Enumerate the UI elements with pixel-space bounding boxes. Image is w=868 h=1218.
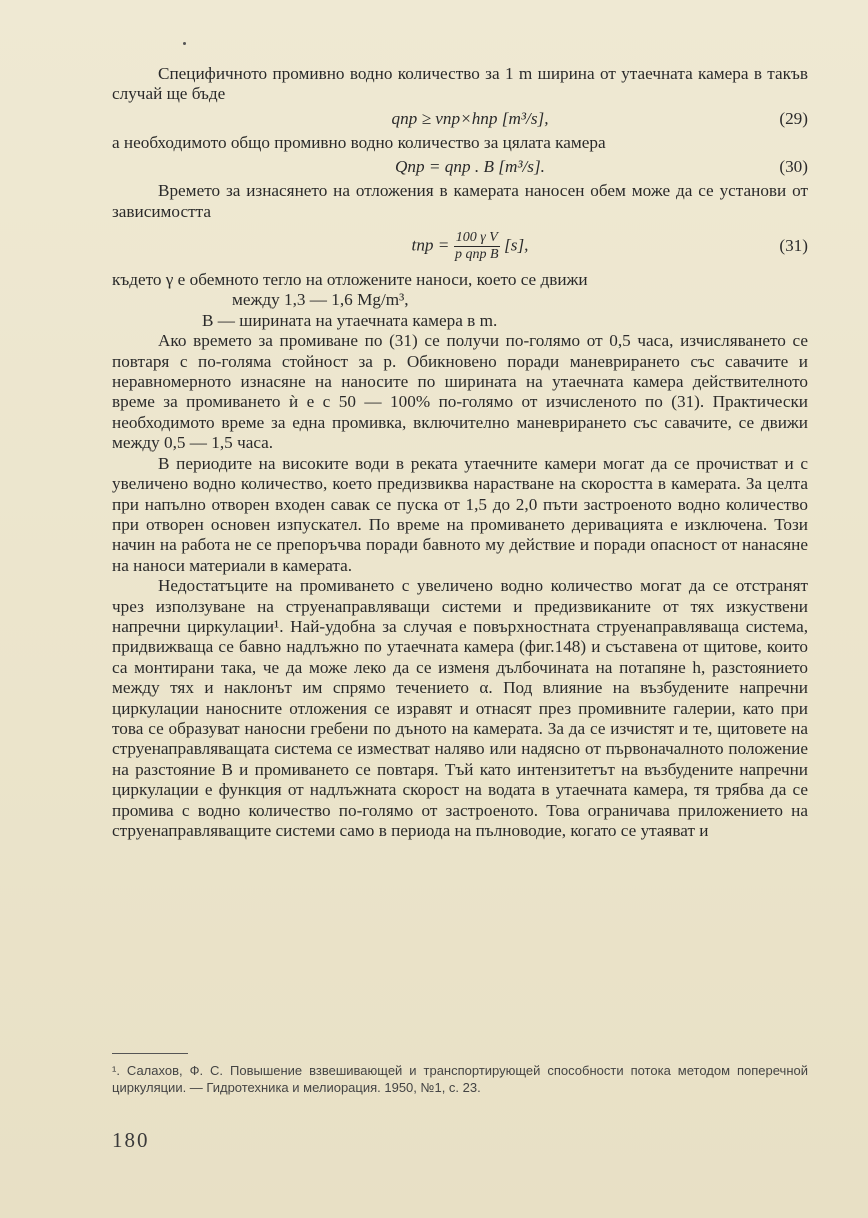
equation-31-lhs: tпр = xyxy=(411,234,450,254)
footnote: ¹. Салахов, Ф. С. Повышение взвешивающей и транспортирующей способности потока методом поперечной циркуляции. — Гидротехника и мелиорация. 1950, №1, с. 23. xyxy=(112,1063,808,1095)
paragraph-7: Недостатъците на промиването с увеличено водно количество могат да се отстранят чрез използуване на струенаправляващи системи и предизвиканите от тях изкуствени напречни циркулации¹. Най-удобна за случая е повърхностната струенаправляваща система, придвижваща се бавно надлъжно по утаечната камера (фиг.148) и съставена от щитове, които са монтирани така, че да може леко да се изменя дълбочината на потапяне h, разстоянието между тях и наклонът им спрямо течението α. Под влияние на възбудените напречни циркулации наносните отложения се изравят и отнасят през промивните галерии, като при това се образуват наносни гребени по дъното на камерата. За да се изчистят и те, щитовете на струенаправляващата система се изместват наляво или надясно от първоначалното положение на разстояние B и промиването се повтаря. Тъй като интензитетът на възбудените напречни циркулации е функция от надлъжната скорост на водата в утаечната камера, тя трябва да се промива с водно количество по-голямо от застроеното. Това ограничава приложението на струенаправляващите системи само в периода на пълноводие, когато се утаяват и xyxy=(112,576,808,840)
equation-31-unit: [s], xyxy=(504,234,529,254)
equation-29-number: (29) xyxy=(779,108,808,128)
equation-31-number: (31) xyxy=(779,235,808,255)
equation-29 xyxy=(112,107,808,131)
equation-30-formula: Qпр = qпр . B [m³/s]. xyxy=(395,157,545,177)
speck xyxy=(183,42,186,45)
page-number: 180 xyxy=(112,1128,150,1152)
equation-30 xyxy=(112,155,808,179)
paragraph-2: а необходимото общо промивно водно количество за цялата камера xyxy=(112,132,606,152)
paragraph-6: В периодите на високите води в реката утаечните камери могат да се прочистват и с увеличено водно количество, което предизвиква нарастване на скоростта в камерата. За целта при напълно отворен входен савак се пуска от 1,5 до 2,0 пъти застроеното водно количество при отворен основен изпускател. По време на промиването деривацията е изключена. Този начин на работа не се препоръчва поради бавното му действие и поради опасност от нанасяне на наноси материали в камерата. xyxy=(112,453,808,575)
paragraph-4-line-3: B — ширината на утаечната камера в m. xyxy=(202,310,498,330)
paragraph-3: Времето за изнасянето на отложения в камерата наносен обем може да се установи от зависимостта xyxy=(112,181,808,221)
equation-31 xyxy=(112,224,808,268)
paragraph-4-line-2: между 1,3 — 1,6 Mg/m³, xyxy=(232,290,409,310)
footnote-rule xyxy=(112,1053,188,1054)
equation-31-numerator: 100 γ V xyxy=(455,229,498,245)
paragraph-4-line-1: където γ е обемното тегло на отложените наноси, което се движи xyxy=(112,270,588,290)
paragraph-1: Специфичното промивно водно количество за 1 m ширина от утаечната камера в такъв случай ще бъде xyxy=(112,64,808,104)
equation-30-number: (30) xyxy=(779,157,808,177)
equation-31-denominator: p qпр B xyxy=(454,246,499,262)
equation-29-formula: qпр ≥ vпр×hпр [m³/s], xyxy=(391,108,549,128)
equation-31-fraction xyxy=(454,230,500,263)
equation-31-formula xyxy=(112,230,748,263)
main-text xyxy=(112,64,808,841)
paragraph-5: Ако времето за промиване по (31) се получи по-голямо от 0,5 часа, изчисляването се повтаря с по-голяма стойност за p. Обикновено поради маневрирането със савачите и неравномерното изнасяне на наносите по ширината на утаечната камера действителното време за промиването ѝ е с 50 — 100% по-голямо от изчисленото по (31). Практически необходимото време за една промивка, включително маневрирането със савачите, се движи между 0,5 — 1,5 часа. xyxy=(112,331,808,453)
